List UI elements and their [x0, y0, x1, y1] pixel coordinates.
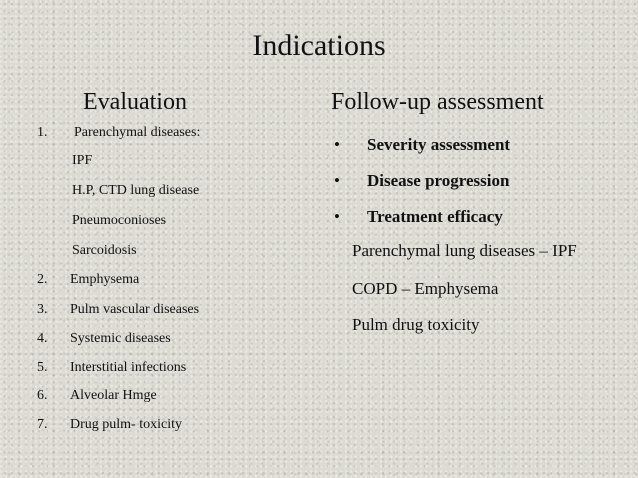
bullet-text: Disease progression	[367, 171, 510, 190]
followup-line: COPD – Emphysema	[352, 279, 499, 298]
bullet-icon: •	[334, 207, 340, 226]
bullet-text: Treatment efficacy	[367, 207, 503, 226]
list-item-number: 4.	[37, 331, 48, 346]
list-item-text: Alveolar Hmge	[70, 388, 157, 403]
list-item-text: Systemic diseases	[70, 331, 171, 346]
evaluation-heading: Evaluation	[83, 89, 187, 115]
list-item-number: 2.	[37, 272, 48, 287]
list-item-number: 3.	[37, 302, 48, 317]
list-item-text: Sarcoidosis	[72, 243, 137, 258]
followup-line: Parenchymal lung diseases – IPF	[352, 241, 577, 260]
followup-line: Pulm drug toxicity	[352, 315, 480, 334]
list-item-number: 5.	[37, 360, 48, 375]
list-item-text: Parenchymal diseases:	[74, 125, 201, 140]
list-item-number: 6.	[37, 388, 48, 403]
bullet-icon: •	[334, 171, 340, 190]
list-item-text: H.P, CTD lung disease	[72, 183, 200, 198]
list-item-text: Interstitial infections	[70, 360, 187, 375]
list-item-text: Emphysema	[70, 272, 140, 287]
slide-title: Indications	[252, 29, 386, 62]
list-item-text: IPF	[72, 153, 93, 168]
list-item-number: 7.	[37, 417, 48, 432]
bullet-text: Severity assessment	[367, 135, 511, 154]
followup-heading: Follow-up assessment	[331, 89, 544, 115]
list-item-text: Drug pulm- toxicity	[70, 417, 182, 432]
list-item-number: 1.	[37, 125, 48, 140]
list-item-text: Pulm vascular diseases	[70, 302, 200, 317]
bullet-icon: •	[334, 135, 340, 154]
list-item-text: Pneumoconioses	[72, 213, 167, 228]
